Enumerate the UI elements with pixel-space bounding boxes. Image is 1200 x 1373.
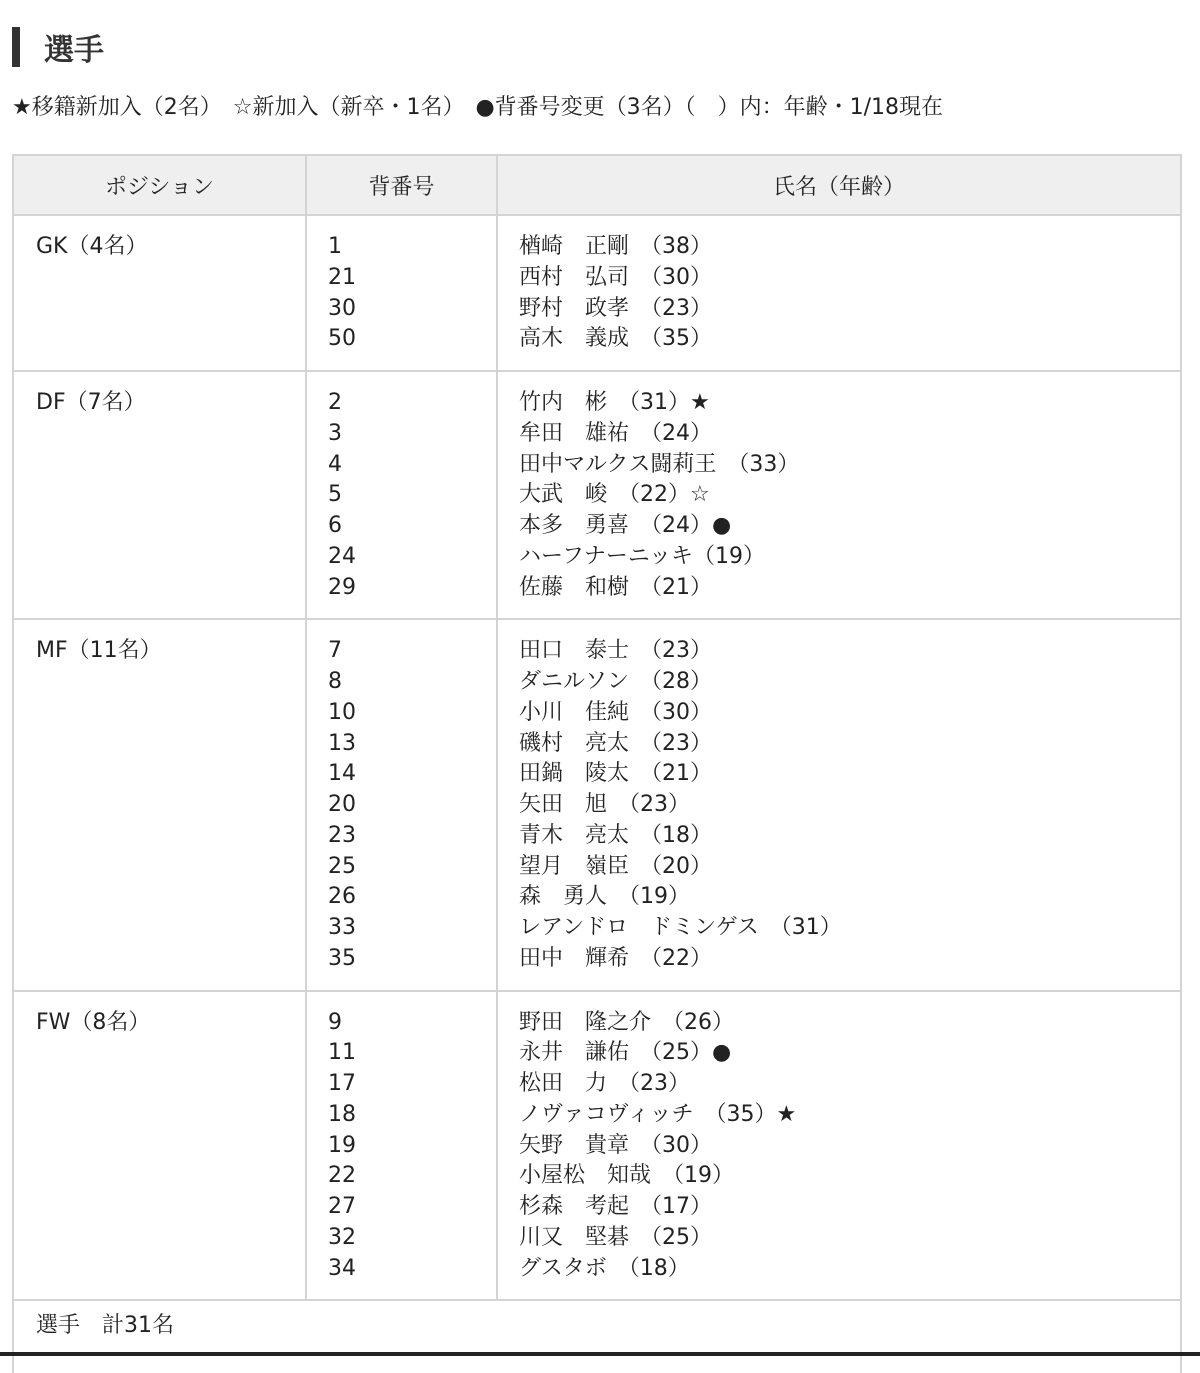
legend-note: ★移籍新加入（2名） ☆新加入（新卒・1名） ●背番号変更（3名）（ ）内：年齢・1/18現在: [12, 95, 944, 120]
player-name: グスタボ （18）: [519, 1255, 690, 1281]
shirt-number: 6: [328, 513, 342, 538]
player-name: 永井 謙佑 （25）●: [519, 1040, 732, 1066]
shirt-number: 13: [328, 730, 356, 756]
number-cell: [306, 371, 497, 619]
player-name: 小屋松 知哉 （19）: [519, 1163, 734, 1189]
name-cell: [497, 215, 1181, 371]
roster-body: [13, 215, 1181, 1373]
table-row: [13, 371, 1181, 619]
shirt-number: 19: [328, 1132, 356, 1158]
column-header-position: ポジション: [13, 155, 306, 215]
shirt-number: 23: [328, 822, 356, 848]
shirt-number: 32: [328, 1224, 356, 1250]
shirt-number: 5: [328, 482, 342, 508]
shirt-number: 50: [328, 326, 356, 352]
player-name: 牟田 雄祐 （24）: [519, 420, 712, 446]
total-row: [13, 1300, 1181, 1373]
player-name: 高木 義成 （35）: [519, 326, 712, 352]
number-cell: [306, 991, 497, 1301]
roster-table: [12, 154, 1182, 1373]
position-cell: [13, 991, 306, 1301]
player-name: 松田 力 （23）: [519, 1071, 690, 1096]
position-cell: [13, 371, 306, 619]
shirt-number: 20: [328, 792, 356, 817]
player-name: 矢田 旭 （23）: [519, 792, 690, 817]
name-cell: [497, 991, 1181, 1301]
player-name: 青木 亮太 （18）: [519, 822, 712, 848]
shirt-number: 27: [328, 1194, 356, 1219]
shirt-number: 2: [328, 390, 342, 415]
shirt-number: 30: [328, 295, 356, 321]
player-name: ハーフナーニッキ（19）: [519, 543, 766, 569]
player-name: 川又 堅碁 （25）: [519, 1224, 712, 1250]
player-name: 杉森 考起 （17）: [519, 1194, 712, 1219]
total-count: 選手 計31名: [13, 1300, 1181, 1373]
player-name: ノヴァコヴィッチ （35）★: [519, 1101, 797, 1127]
table-row: [13, 619, 1181, 990]
section-heading: [12, 26, 104, 68]
player-name: 小川 佳純 （30）: [519, 699, 712, 725]
shirt-number: 4: [328, 451, 342, 477]
shirt-number: 8: [328, 669, 342, 694]
shirt-number: 26: [328, 884, 356, 910]
shirt-number: 25: [328, 853, 356, 879]
player-name: 田中 輝希 （22）: [519, 945, 712, 971]
name-cell: [497, 619, 1181, 990]
player-name: 佐藤 和樹 （21）: [519, 574, 712, 600]
player-name: 田口 泰士 （23）: [519, 638, 712, 664]
shirt-number: 29: [328, 574, 356, 600]
table-row: [13, 215, 1181, 371]
player-name: 望月 嶺臣 （20）: [519, 853, 712, 879]
table-row: [13, 991, 1181, 1301]
shirt-number: 34: [328, 1255, 356, 1281]
player-name: 野村 政孝 （23）: [519, 295, 712, 321]
shirt-number: 18: [328, 1101, 356, 1127]
position-cell: [13, 619, 306, 990]
column-header-number: 背番号: [306, 155, 497, 215]
player-name: 田中マルクス闘莉王 （33）: [519, 451, 800, 477]
shirt-number: 21: [328, 264, 356, 290]
bottom-divider: [0, 1352, 1200, 1356]
player-name: 楢崎 正剛 （38）: [519, 234, 712, 259]
page-title: 選手: [44, 33, 104, 68]
shirt-number: 22: [328, 1163, 356, 1189]
shirt-number: 9: [328, 1009, 342, 1035]
position-label: FW（8名）: [36, 1009, 151, 1035]
player-name: 大武 峻 （22）☆: [519, 482, 710, 508]
shirt-number: 35: [328, 945, 356, 971]
shirt-number: 14: [328, 761, 356, 787]
position-label: MF（11名）: [36, 638, 162, 664]
table-header-row: [13, 155, 1181, 215]
position-label: GK（4名）: [36, 234, 148, 259]
shirt-number: 24: [328, 543, 356, 569]
shirt-number: 3: [328, 420, 342, 446]
shirt-number: 7: [328, 638, 342, 664]
player-name: 野田 隆之介 （26）: [519, 1009, 734, 1035]
position-cell: [13, 215, 306, 371]
player-name: 田鍋 陵太 （21）: [519, 761, 712, 787]
position-label: DF（7名）: [36, 390, 146, 415]
shirt-number: 17: [328, 1071, 356, 1096]
player-name: 本多 勇喜 （24）●: [519, 513, 732, 538]
player-name: 矢野 貴章 （30）: [519, 1132, 712, 1158]
column-header-name: 氏名（年齢）: [497, 155, 1181, 215]
player-name: 西村 弘司 （30）: [519, 264, 712, 290]
player-name: ダニルソン （28）: [519, 669, 712, 694]
number-cell: [306, 619, 497, 990]
shirt-number: 1: [328, 234, 342, 259]
shirt-number: 33: [328, 915, 356, 940]
player-name: 竹内 彬 （31）★: [519, 390, 710, 415]
player-name: 磯村 亮太 （23）: [519, 730, 712, 756]
name-cell: [497, 371, 1181, 619]
shirt-number: 10: [328, 699, 356, 725]
player-name: 森 勇人 （19）: [519, 884, 690, 910]
number-cell: [306, 215, 497, 371]
player-name: レアンドロ ドミンゲス （31）: [519, 915, 842, 940]
heading-accent-bar: [12, 27, 20, 67]
shirt-number: 11: [328, 1040, 356, 1066]
